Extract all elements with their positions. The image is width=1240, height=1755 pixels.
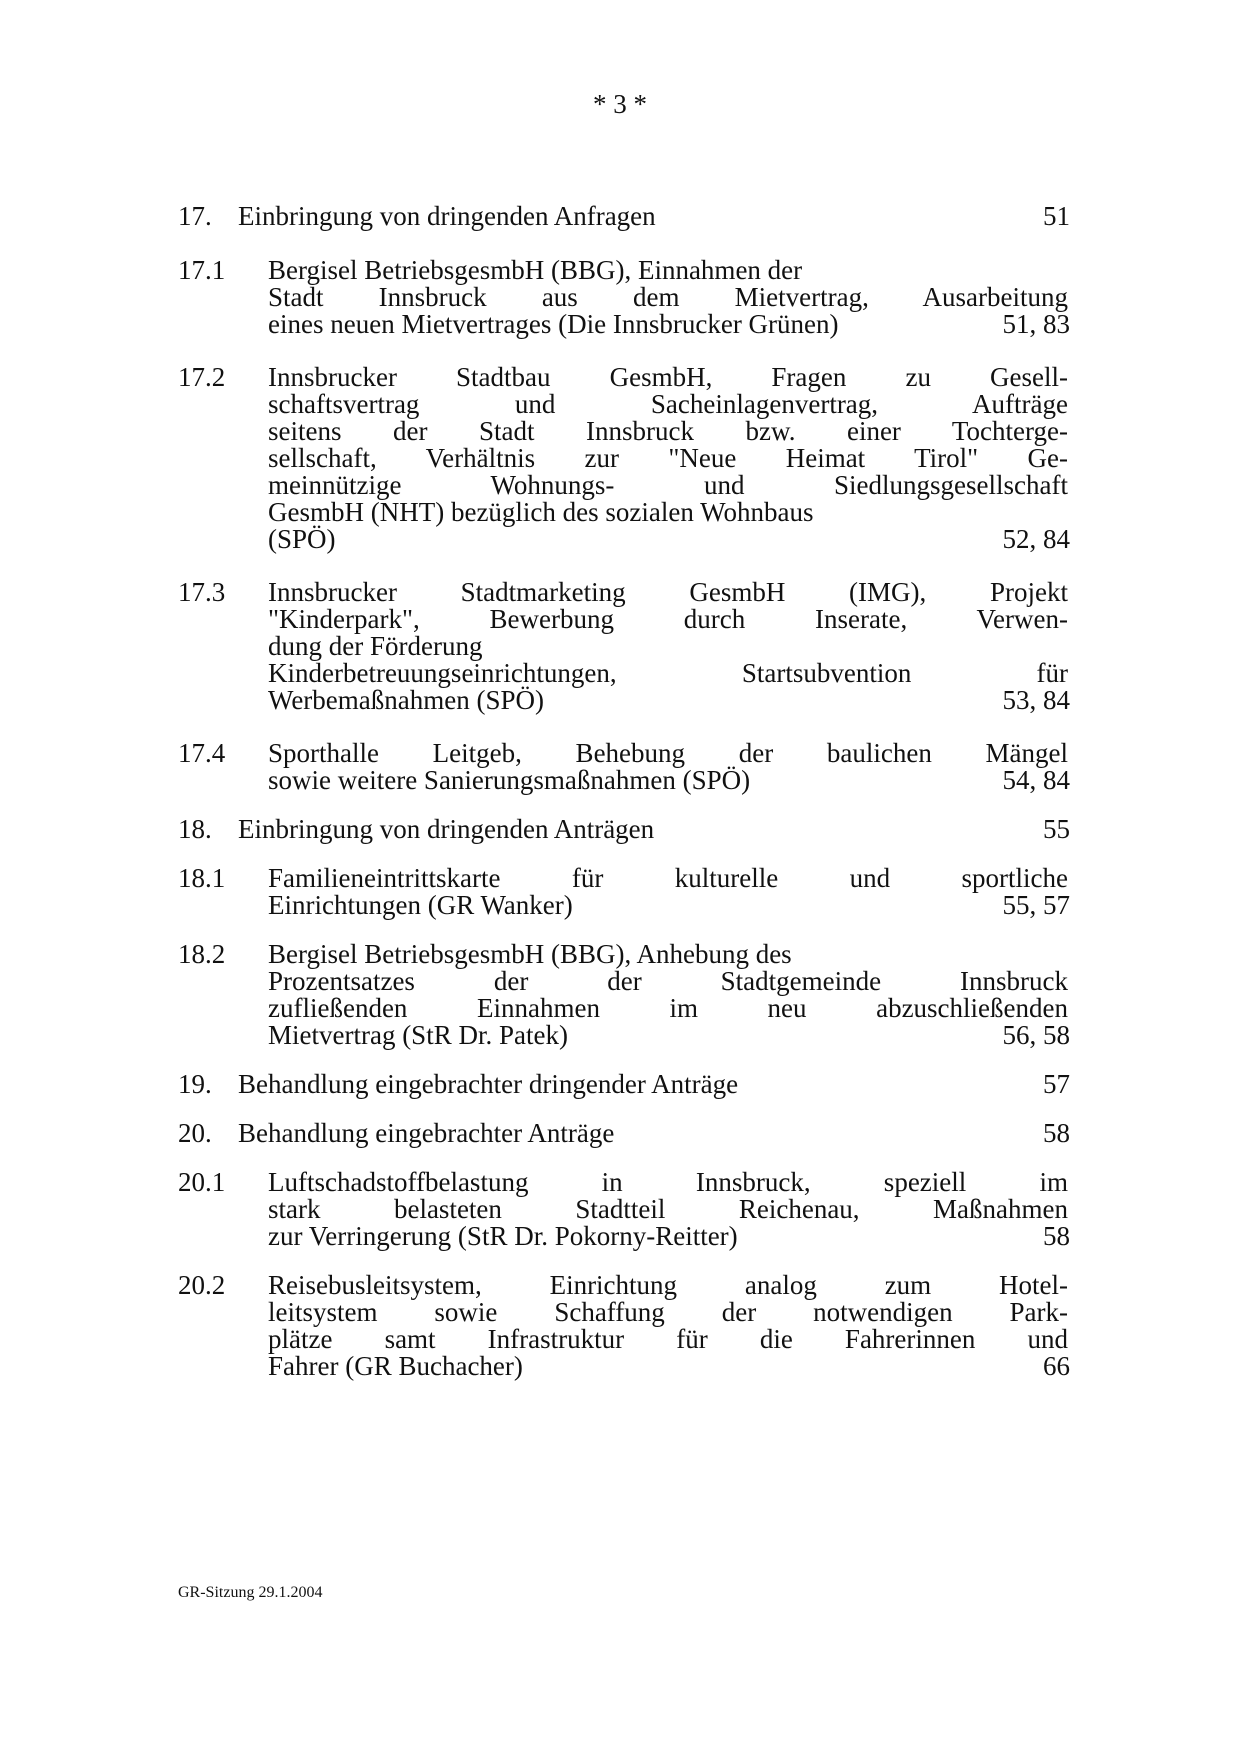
toc-entry-number: 18.1 — [178, 863, 226, 893]
page-number: * 3 * — [593, 89, 647, 119]
toc-entry-title — [268, 579, 1068, 714]
toc-entry-title — [268, 1169, 1068, 1250]
toc-entry-title-line: GesmbH (NHT) bezüglich des sozialen Wohnbaus — [268, 497, 814, 527]
toc-entry — [178, 740, 1070, 794]
toc-entry-title-line: zur Verringerung (StR Dr. Pokorny-Reitter) — [268, 1221, 738, 1251]
toc-entry-title-line: sellschaft, Verhältnis zur "Neue Heimat Tirol" Ge- — [268, 443, 1068, 473]
toc-entry-title-line: Prozentsatzes der der Stadtgemeinde Innsbruck — [268, 966, 1068, 996]
toc-entry-title-line: Einrichtungen (GR Wanker) — [268, 890, 573, 920]
toc-entry-title-line: "Kinderpark", Bewerbung durch Inserate, Verwen- — [268, 604, 1068, 634]
toc-entry-title — [268, 1272, 1068, 1380]
toc-entry — [178, 1120, 1070, 1147]
toc-entry — [178, 203, 1070, 230]
toc-entry-title-line: sowie weitere Sanierungsmaßnahmen (SPÖ) — [268, 765, 751, 795]
toc-entry-title — [238, 203, 1038, 230]
toc-entry-title-line: Einbringung von dringenden Anfragen — [238, 201, 656, 231]
toc-entry-title — [268, 941, 1068, 1049]
toc-entry-title-line: Bergisel BetriebsgesmbH (BBG), Einnahmen der — [268, 255, 803, 285]
toc-entry-number: 19. — [178, 1069, 212, 1099]
toc-entry-title-line: (SPÖ) — [268, 524, 336, 554]
toc-entry-page-numbers: 54, 84 — [1002, 765, 1070, 795]
toc-entry-title-line: schaftsvertrag und Sacheinlagenvertrag, Aufträge — [268, 389, 1068, 419]
toc-entry-number: 17.3 — [178, 577, 226, 607]
toc-entry-page-numbers: 56, 58 — [1002, 1020, 1070, 1050]
toc-entry — [178, 1169, 1070, 1250]
toc-entry-number: 17.4 — [178, 738, 226, 768]
toc-entry — [178, 1071, 1070, 1098]
toc-entry-page-numbers: 58 — [1043, 1118, 1070, 1148]
toc-entry-title-line: Behandlung eingebrachter dringender Anträge — [238, 1069, 739, 1099]
toc-entry-number: 20.2 — [178, 1270, 226, 1300]
table-of-contents — [178, 203, 1070, 1380]
toc-entry-page-numbers: 53, 84 — [1002, 685, 1070, 715]
toc-entry-number: 18.2 — [178, 939, 226, 969]
toc-entry-page-numbers: 57 — [1043, 1069, 1070, 1099]
toc-entry-title-line: Fahrer (GR Buchacher) — [268, 1351, 523, 1381]
toc-entry-title-line: dung der Förderung — [268, 631, 483, 661]
toc-entry — [178, 865, 1070, 919]
toc-entry-page-numbers: 55, 57 — [1002, 890, 1070, 920]
toc-entry-title — [238, 816, 1038, 843]
toc-entry-title — [268, 257, 1068, 338]
toc-entry-page-numbers: 55 — [1043, 814, 1070, 844]
toc-entry-title-line: Einbringung von dringenden Anträgen — [238, 814, 655, 844]
toc-entry-title-line: eines neuen Mietvertrages (Die Innsbrucker Grünen) — [268, 309, 839, 339]
toc-entry-title — [268, 865, 1068, 919]
toc-entry — [178, 257, 1070, 338]
toc-entry-page-numbers: 58 — [1043, 1221, 1070, 1251]
toc-entry-number: 20. — [178, 1118, 212, 1148]
toc-entry-number: 18. — [178, 814, 212, 844]
toc-entry-title-line: Innsbrucker Stadtmarketing GesmbH (IMG), Projekt — [268, 577, 1068, 607]
toc-entry-number: 17.2 — [178, 362, 226, 392]
toc-entry — [178, 816, 1070, 843]
toc-entry-page-numbers: 51 — [1043, 201, 1070, 231]
toc-entry-title-line: Luftschadstoffbelastung in Innsbruck, speziell im — [268, 1167, 1068, 1197]
toc-entry-number: 17.1 — [178, 255, 226, 285]
toc-entry-title-line: zufließenden Einnahmen im neu abzuschließenden — [268, 993, 1068, 1023]
footer-session-date: GR-Sitzung 29.1.2004 — [178, 1584, 323, 1601]
toc-entry-page-numbers: 51, 83 — [1002, 309, 1070, 339]
toc-entry-title-line: Innsbrucker Stadtbau GesmbH, Fragen zu Gesell- — [268, 362, 1068, 392]
toc-entry-number: 17. — [178, 201, 212, 231]
toc-entry-title — [268, 364, 1068, 553]
toc-entry-title-line: Behandlung eingebrachter Anträge — [238, 1118, 615, 1148]
toc-entry-page-numbers: 66 — [1043, 1351, 1070, 1381]
toc-entry-title — [268, 740, 1068, 794]
toc-entry-title — [238, 1071, 1038, 1098]
toc-entry — [178, 1272, 1070, 1380]
toc-entry — [178, 579, 1070, 714]
toc-entry-title-line: Stadt Innsbruck aus dem Mietvertrag, Ausarbeitung — [268, 282, 1068, 312]
toc-entry-page-numbers: 52, 84 — [1002, 524, 1070, 554]
toc-entry-title-line: Bergisel BetriebsgesmbH (BBG), Anhebung des — [268, 939, 792, 969]
toc-entry-title-line: Kinderbetreuungseinrichtungen, Startsubvention für — [268, 658, 1068, 688]
toc-entry-title — [238, 1120, 1038, 1147]
toc-entry-title-line: leitsystem sowie Schaffung der notwendigen Park- — [268, 1297, 1068, 1327]
toc-entry-title-line: Sporthalle Leitgeb, Behebung der baulichen Mängel — [268, 738, 1068, 768]
toc-entry-title-line: meinnützige Wohnungs- und Siedlungsgesellschaft — [268, 470, 1068, 500]
toc-entry — [178, 364, 1070, 553]
toc-entry-title-line: Reisebusleitsystem, Einrichtung analog zum Hotel- — [268, 1270, 1068, 1300]
toc-entry-number: 20.1 — [178, 1167, 226, 1197]
toc-entry-title-line: stark belasteten Stadtteil Reichenau, Maßnahmen — [268, 1194, 1068, 1224]
toc-entry — [178, 941, 1070, 1049]
toc-entry-title-line: Werbemaßnahmen (SPÖ) — [268, 685, 544, 715]
toc-entry-title-line: plätze samt Infrastruktur für die Fahrerinnen und — [268, 1324, 1068, 1354]
toc-entry-title-line: seitens der Stadt Innsbruck bzw. einer Tochterge- — [268, 416, 1068, 446]
toc-entry-title-line: Mietvertrag (StR Dr. Patek) — [268, 1020, 568, 1050]
toc-entry-title-line: Familieneintrittskarte für kulturelle und sportliche — [268, 863, 1068, 893]
